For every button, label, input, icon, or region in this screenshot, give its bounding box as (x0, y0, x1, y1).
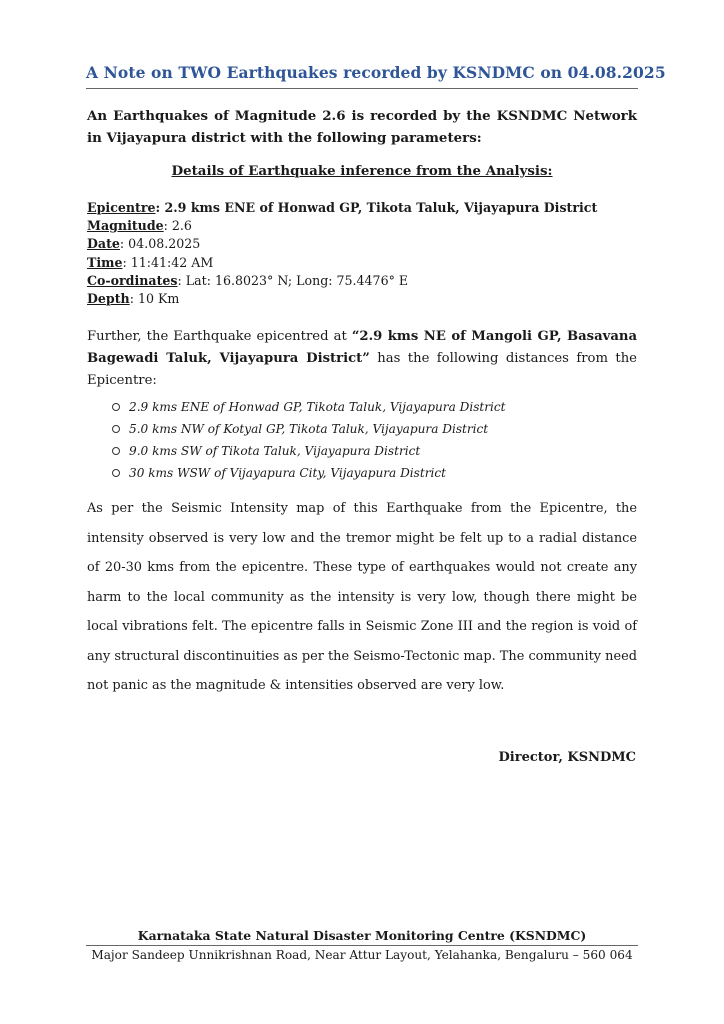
param-label: Magnitude (87, 218, 164, 234)
param-label: Time (87, 254, 123, 270)
title-divider (86, 88, 638, 89)
document-title: A Note on TWO Earthquakes recorded by KSNDMC on 04.08.2025 (86, 63, 666, 82)
list-item (112, 418, 632, 440)
distance-text: 30 kms WSW of Vijayapura City, Vijayapura District (129, 466, 446, 480)
param-label: Co-ordinates (87, 272, 178, 288)
param-value: : 04.08.2025 (119, 236, 201, 252)
circle-bullet-icon (112, 469, 120, 477)
param-epicentre (87, 199, 637, 217)
param-label: Epicentre (87, 200, 156, 215)
distance-text: 5.0 kms NW of Kotyal GP, Tikota Taluk, Vijayapura District (129, 422, 489, 436)
further-paragraph (87, 326, 637, 392)
param-value: : Lat: 16.8023° N; Long: 75.4476° E (177, 272, 409, 288)
param-time (87, 254, 637, 272)
footer-organization: Karnataka State Natural Disaster Monitoring Centre (KSNDMC) (137, 928, 587, 943)
param-value: : 11:41:42 AM (122, 254, 214, 270)
distance-text: 9.0 kms SW of Tikota Taluk, Vijayapura District (129, 444, 421, 458)
intensity-paragraph: As per the Seismic Intensity map of this Earthquake from the Epicentre, the intensity observed is very low and the tremor might be felt up to a radial distance of 20-30 kms from the epicentre. These type of earthquakes would not create any harm to the local community as the intensity is very low, though there might be local vibrations felt. The epicentre falls in Seismic Zone III and the region is void of any structural discontinuities as per the Seismo-Tectonic map. The community need not panic as the magnitude & intensities observed are very low. (87, 501, 637, 693)
further-text-after: has the following distances from the Epicentre: (87, 351, 637, 388)
param-label: Depth (87, 291, 130, 307)
circle-bullet-icon (112, 403, 120, 411)
param-magnitude (87, 217, 637, 235)
param-depth (87, 290, 637, 308)
further-text-before: Further, the Earthquake epicentred at (87, 329, 352, 344)
list-item (112, 440, 632, 462)
list-item (112, 462, 632, 484)
param-date (87, 235, 637, 253)
footer-divider (86, 945, 638, 946)
footer-address: Major Sandeep Unnikrishnan Road, Near Attur Layout, Yelahanka, Bengaluru – 560 064 (91, 948, 633, 962)
param-coordinates (87, 272, 637, 290)
distance-list (112, 396, 632, 484)
param-value: : 10 Km (129, 291, 180, 307)
param-label: Date (87, 236, 120, 252)
circle-bullet-icon (112, 447, 120, 455)
list-item (112, 396, 632, 418)
intro-paragraph: An Earthquakes of Magnitude 2.6 is recorded by the KSNDMC Network in Vijayapura district with the following parameters: (87, 108, 637, 146)
param-value: : 2.6 (163, 218, 192, 234)
param-value: : 2.9 kms ENE of Honwad GP, Tikota Taluk, Vijayapura District (155, 200, 598, 215)
circle-bullet-icon (112, 425, 120, 433)
distance-text: 2.9 kms ENE of Honwad GP, Tikota Taluk, Vijayapura District (129, 400, 506, 414)
details-heading: Details of Earthquake inference from the Analysis: (171, 163, 553, 179)
earthquake-parameters (87, 199, 637, 308)
further-location: “2.9 kms NE of Mangoli GP, Basavana Bagewadi Taluk, Vijayapura District” (87, 329, 637, 366)
signature: Director, KSNDMC (498, 750, 636, 765)
